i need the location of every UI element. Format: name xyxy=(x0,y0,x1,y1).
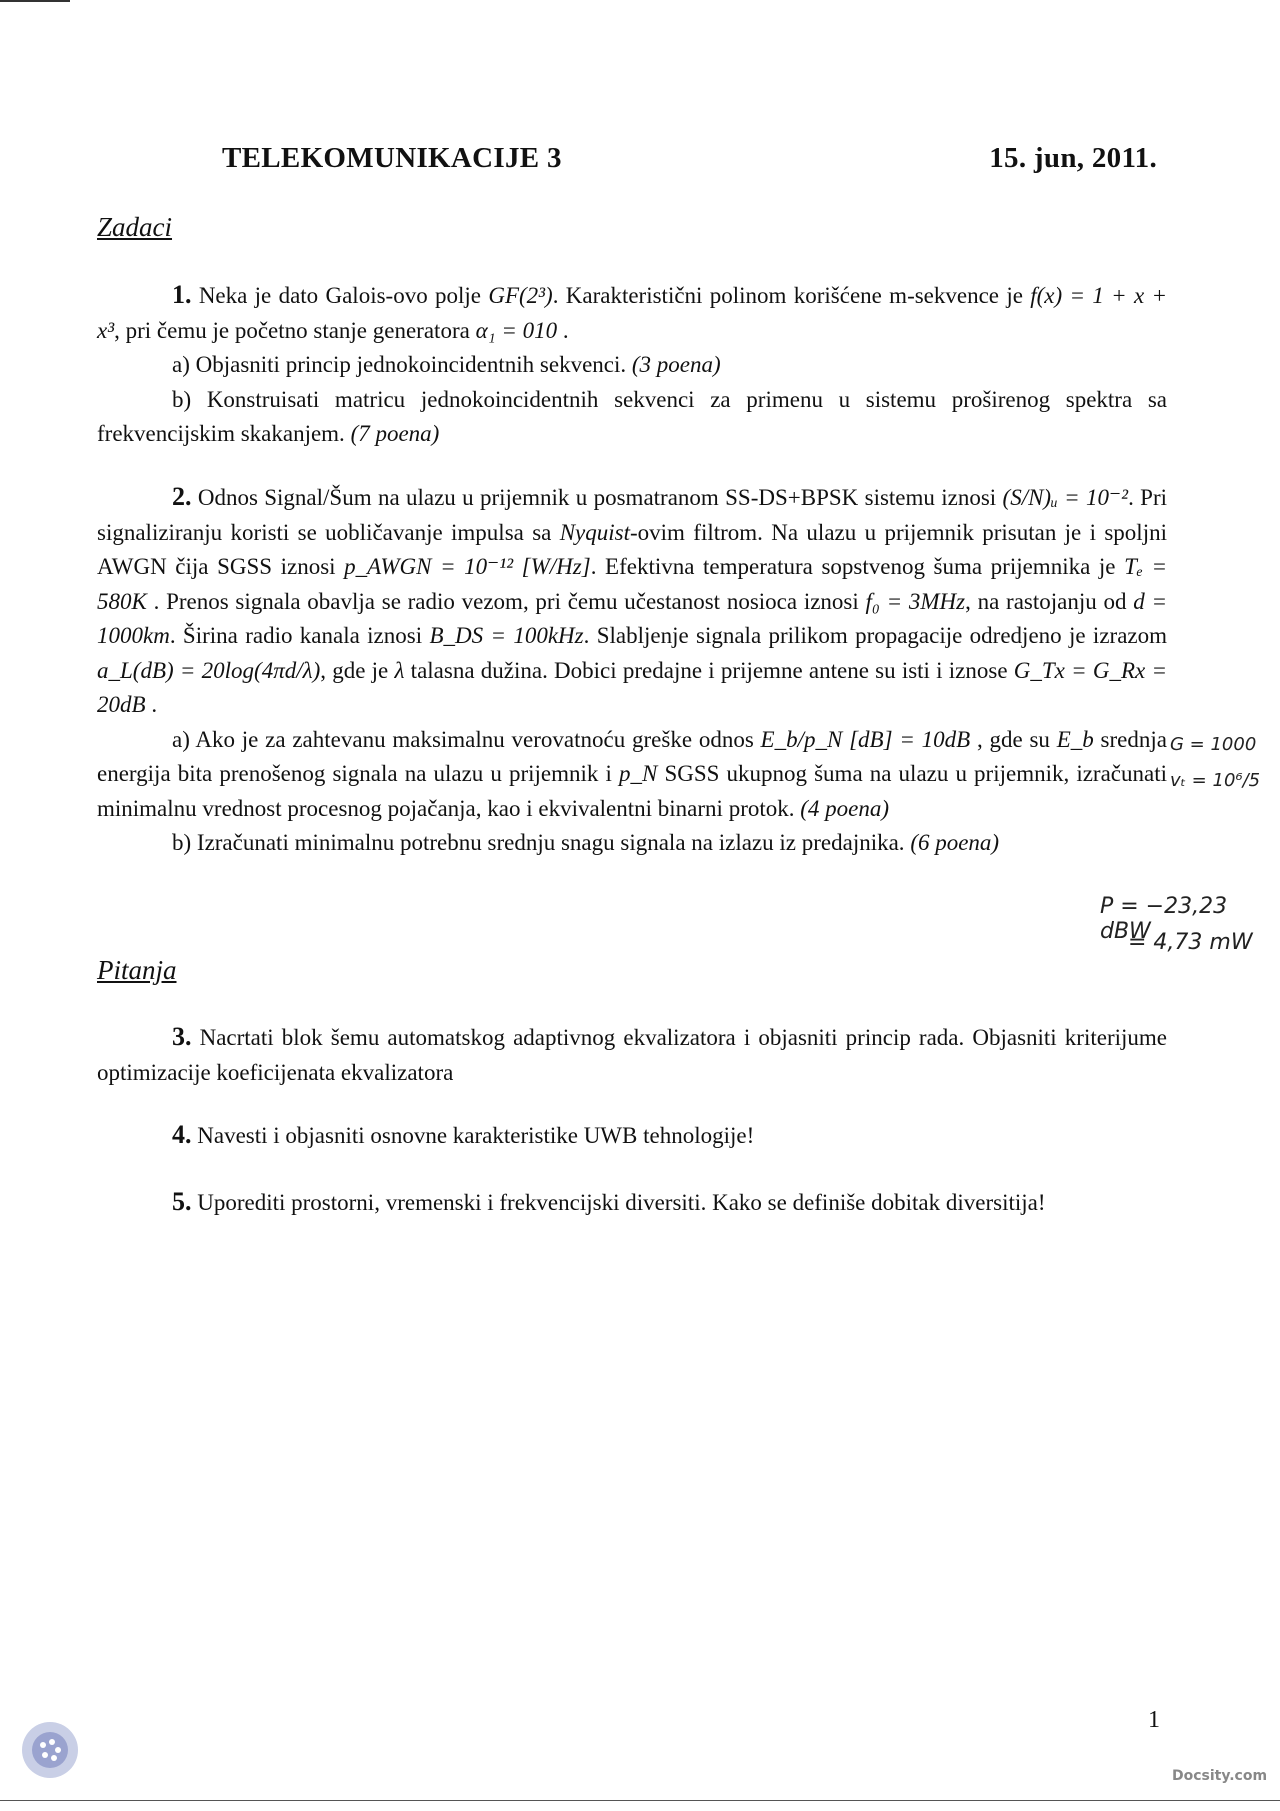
points: (7 poena) xyxy=(350,421,440,446)
points: (4 poena) xyxy=(800,795,890,821)
math-polynomial: f(x) = 1 + x + x³ xyxy=(97,283,1168,343)
question-number: 5. xyxy=(172,1187,192,1216)
docsity-logo-icon xyxy=(22,1722,78,1778)
handwritten-note-rate: vₜ = 10⁶/5 xyxy=(1170,770,1261,791)
question-3: 3. Nacrtati blok šemu automatskog adaptivnog ekvalizatora i objasniti princip rada. Objasniti kriterijume optimizacije koeficijenata ekvalizatora xyxy=(97,1022,1167,1085)
math-alpha: α₁ = 010 xyxy=(475,317,558,343)
question-2b: b) Izračunati minimalnu potrebnu srednju snagu signala na izlazu iz predajnika. (6 poena) xyxy=(172,830,1000,855)
exam-header xyxy=(222,142,1157,175)
exam-date: 15. jun, 2011. xyxy=(989,142,1157,174)
math-gf: GF(2³) xyxy=(488,283,553,308)
question-2: 2. Odnos Signal/Šum na ulazu u prijemnik u posmatranom SS-DS+BPSK sistemu iznosi (S/N)ᵤ = 10⁻². Pri signaliziranju koristi se uobličavanje impulsa sa Nyquist-ovim filtrom. Na ulazu u prijemnik prisutan je i spoljni AWGN čija SGSS iznosi p_AWGN = 10⁻¹² [W/Hz]. Efektivna temperatura sopstvenog šuma prijemnika je Tₑ = 580K . Prenos signala obavlja se radio vezom, pri čemu učestanost nosioca iznosi f₀ = 3MHz, na rastojanju od d = 1000km. Širina radio kanala iznosi B_DS = 100kHz. Slabljenje signala prilikom propagacije odredjeno je izrazom a_L(dB) = 20log(4πd/λ), gde je λ talasna dužina. Dobici predajne i prijemne antene su isti i iznose G_Tx = G_Rx = 20dB . a) Ako je za zahtevanu maksimalnu verovatnoću greške odnos E_b/p_N [dB] = 10dB , gde su E_b srednja energija bita prenošenog signala na ulazu u prijemnik i p_N SGSS ukupnog šuma na ulazu u prijemnik, izračunati minimalnu vrednost procesnog pojačanja, kao i ekvivalentni binarni protok. (4 poena) b) Izračunati minimalnu potrebnu srednju snagu signala na izlazu iz predajnika. (6 poena) xyxy=(97,480,1167,861)
page-number: 1 xyxy=(1148,1707,1160,1733)
section-heading-pitanja: Pitanja xyxy=(97,955,177,985)
question-number: 3. xyxy=(172,1022,192,1051)
points: (3 poena) xyxy=(631,352,721,377)
docsity-watermark: Docsity.com xyxy=(1172,1768,1268,1784)
question-5: 5. Uporediti prostorni, vremenski i frekvencijski diversiti. Kako se definiše dobitak diversitija! xyxy=(172,1187,1046,1216)
question-number: 2. xyxy=(172,482,192,511)
question-1b: b) Konstruisati matricu jednokoincidentnih sekvenci za primenu u sistemu proširenog spektra sa frekvencijskim skakanjem. (7 poena) xyxy=(97,386,1167,446)
scan-edge-bottom xyxy=(0,1800,1280,1801)
section-heading-zadaci: Zadaci xyxy=(97,212,173,242)
question-1: 1. Neka je dato Galois-ovo polje GF(2³). Karakteristični polinom korišćene m-sekvence je f(x) = 1 + x + x³, pri čemu je početno stanje generatora α₁ = 010 . a) Objasniti princip jednokoincidentnih sekvenci. (3 poena) b) Konstruisati matricu jednokoincidentnih sekvenci za primenu u sistemu proširenog spektra sa frekvencijskim skakanjem. (7 poena) xyxy=(97,278,1167,452)
scan-edge-top xyxy=(0,0,70,2)
handwritten-note-power: P = −23,23 dBW xyxy=(1100,894,1228,944)
course-title: TELEKOMUNIKACIJE 3 xyxy=(222,142,562,174)
question-2a: a) Ako je za zahtevanu maksimalnu verovatnoću greške odnos E_b/p_N [dB] = 10dB , gde su E_b srednja energija bita prenošenog signala na ulazu u prijemnik i p_N SGSS ukupnog šuma na ulazu u prijemnik, izračunati minimalnu vrednost procesnog pojačanja, kao i ekvivalentni binarni protok. (4 poena) xyxy=(97,726,1167,821)
question-number: 4. xyxy=(172,1120,192,1149)
handwritten-note-gain: G = 1000 xyxy=(1170,734,1257,755)
question-4: 4. Navesti i objasniti osnovne karakteristike UWB tehnologije! xyxy=(172,1120,755,1149)
question-number: 1. xyxy=(172,280,192,309)
handwritten-note-power-mw: = 4,73 mW xyxy=(1128,930,1253,955)
question-1a: a) Objasniti princip jednokoincidentnih sekvenci. (3 poena) xyxy=(172,352,721,377)
points: (6 poena) xyxy=(910,830,1000,855)
